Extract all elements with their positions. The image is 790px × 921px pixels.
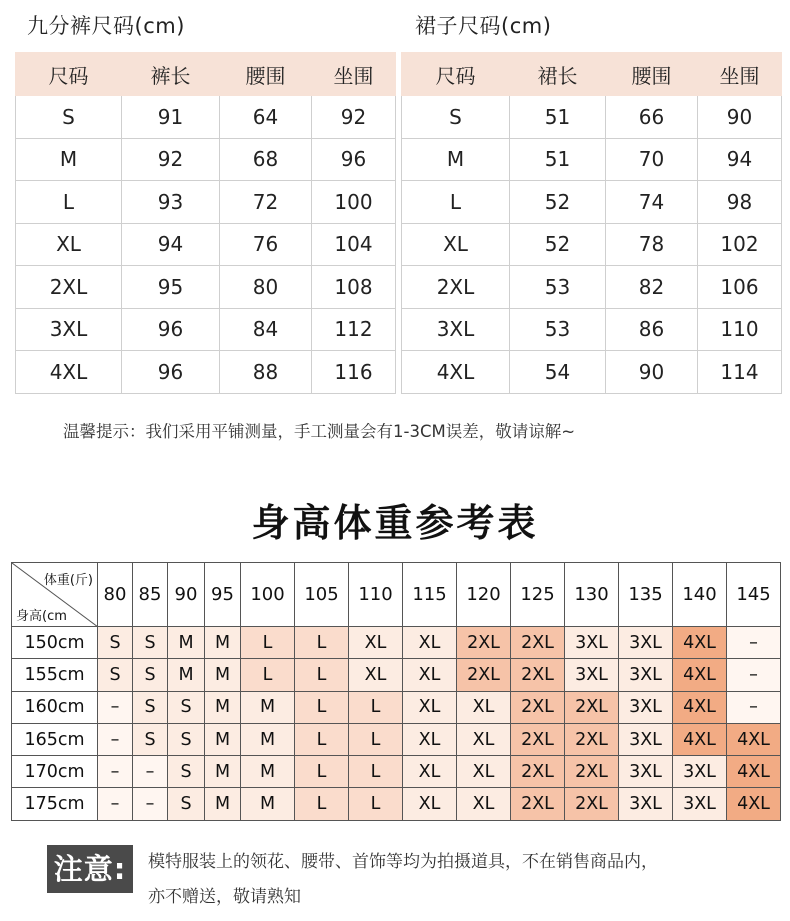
size-cell: 2XL [511, 659, 565, 691]
size-cell: XL [403, 691, 457, 723]
size-cell: 3XL [619, 723, 673, 755]
skirt-cell: 2XL [402, 266, 510, 309]
size-cell: L [349, 756, 403, 788]
size-cell: XL [349, 627, 403, 659]
size-cell: XL [457, 756, 511, 788]
table-row [16, 308, 396, 351]
skirt-cell: 86 [606, 308, 698, 351]
pants-cell: 68 [220, 138, 312, 181]
size-cell: – [133, 756, 168, 788]
size-cell: S [168, 723, 205, 755]
size-cell: 2XL [511, 723, 565, 755]
skirt-size-title: 裙子尺码(cm) [415, 14, 552, 38]
pants-cell: 91 [122, 96, 220, 139]
pants-cell: 4XL [16, 351, 122, 394]
size-cell: 2XL [511, 788, 565, 820]
size-cell: M [205, 659, 241, 691]
size-cell: L [295, 723, 349, 755]
size-cell: S [168, 756, 205, 788]
table-row [12, 659, 781, 691]
height-cell: 165cm [12, 723, 98, 755]
skirt-header-cell: 尺码 [402, 53, 510, 96]
table-row [12, 627, 781, 659]
size-cell: L [295, 627, 349, 659]
skirt-cell: 51 [510, 138, 606, 181]
measurement-tip: 温馨提示：我们采用平铺测量，手工测量会有1-3CM误差，敬请谅解~ [63, 422, 576, 441]
height-axis-label: 身高(cm [16, 609, 67, 624]
weight-header-cell: 135 [619, 563, 673, 627]
skirt-header-row [402, 53, 782, 96]
size-cell: – [727, 691, 781, 723]
height-cell: 150cm [12, 627, 98, 659]
size-cell: L [349, 691, 403, 723]
size-cell: 2XL [565, 788, 619, 820]
pants-cell: 64 [220, 96, 312, 139]
size-cell: M [168, 627, 205, 659]
size-cell: 4XL [727, 723, 781, 755]
pants-header-cell: 腰围 [220, 53, 312, 96]
table-row [402, 351, 782, 394]
weight-header-cell: 115 [403, 563, 457, 627]
pants-cell: 92 [312, 96, 396, 139]
skirt-size-table [401, 52, 782, 394]
skirt-cell: L [402, 181, 510, 224]
weight-header-cell: 100 [241, 563, 295, 627]
size-cell: 3XL [619, 756, 673, 788]
table-row [16, 266, 396, 309]
skirt-cell: 98 [698, 181, 782, 224]
size-cell: M [205, 691, 241, 723]
height-cell: 155cm [12, 659, 98, 691]
height-cell: 160cm [12, 691, 98, 723]
size-cell: S [168, 788, 205, 820]
size-cell: XL [457, 723, 511, 755]
skirt-cell: 52 [510, 181, 606, 224]
pants-cell: L [16, 181, 122, 224]
size-cell: L [295, 691, 349, 723]
size-cell: S [133, 723, 168, 755]
size-cell: L [295, 756, 349, 788]
weight-header-cell: 80 [98, 563, 133, 627]
pants-cell: 112 [312, 308, 396, 351]
table-row [402, 308, 782, 351]
pants-cell: 95 [122, 266, 220, 309]
size-cell: 3XL [619, 659, 673, 691]
size-cell: 4XL [673, 691, 727, 723]
pants-cell: 104 [312, 223, 396, 266]
size-cell: 2XL [511, 756, 565, 788]
pants-cell: 116 [312, 351, 396, 394]
height-weight-body [12, 563, 781, 821]
size-cell: M [241, 723, 295, 755]
skirt-cell: XL [402, 223, 510, 266]
size-cell: 2XL [511, 691, 565, 723]
pants-size-title: 九分裤尺码(cm) [27, 14, 185, 38]
skirt-header-cell: 裙长 [510, 53, 606, 96]
size-cell: – [98, 788, 133, 820]
size-cell: 2XL [511, 627, 565, 659]
pants-cell: XL [16, 223, 122, 266]
table-row [402, 223, 782, 266]
skirt-cell: 74 [606, 181, 698, 224]
skirt-header-cell: 坐围 [698, 53, 782, 96]
table-row [16, 351, 396, 394]
pants-cell: 96 [122, 308, 220, 351]
size-cell: 3XL [619, 691, 673, 723]
table-row [402, 138, 782, 181]
pants-size-table [15, 52, 396, 394]
pants-cell: 94 [122, 223, 220, 266]
size-cell: L [295, 788, 349, 820]
pants-header-cell: 裤长 [122, 53, 220, 96]
skirt-cell: 66 [606, 96, 698, 139]
size-cell: XL [349, 659, 403, 691]
skirt-cell: 102 [698, 223, 782, 266]
table-row [402, 181, 782, 224]
skirt-cell: 3XL [402, 308, 510, 351]
size-cell: – [133, 788, 168, 820]
size-cell: M [168, 659, 205, 691]
pants-cell: 2XL [16, 266, 122, 309]
size-cell: 3XL [565, 659, 619, 691]
weight-axis-label: 体重(斤) [43, 573, 93, 588]
pants-header-cell: 尺码 [16, 53, 122, 96]
size-cell: L [349, 723, 403, 755]
notice-label: 注意: [47, 845, 133, 893]
size-cell: 4XL [673, 723, 727, 755]
pants-cell: 76 [220, 223, 312, 266]
skirt-cell: 110 [698, 308, 782, 351]
skirt-cell: S [402, 96, 510, 139]
skirt-cell: 94 [698, 138, 782, 181]
pants-header-row [16, 53, 396, 96]
size-cell: S [133, 627, 168, 659]
weight-header-cell: 95 [205, 563, 241, 627]
size-cell: 4XL [673, 627, 727, 659]
height-cell: 175cm [12, 788, 98, 820]
size-cell: L [295, 659, 349, 691]
size-cell: M [241, 756, 295, 788]
table-row [16, 223, 396, 266]
size-cell: XL [403, 627, 457, 659]
skirt-cell: 106 [698, 266, 782, 309]
size-cell: XL [403, 756, 457, 788]
pants-cell: S [16, 96, 122, 139]
weight-header-cell: 140 [673, 563, 727, 627]
size-cell: 3XL [673, 756, 727, 788]
pants-cell: 96 [312, 138, 396, 181]
height-cell: 170cm [12, 756, 98, 788]
pants-cell: 88 [220, 351, 312, 394]
weight-header-cell: 145 [727, 563, 781, 627]
pants-cell: 80 [220, 266, 312, 309]
skirt-cell: M [402, 138, 510, 181]
pants-cell: 100 [312, 181, 396, 224]
pants-cell: 96 [122, 351, 220, 394]
pants-cell: 84 [220, 308, 312, 351]
weight-header-cell: 125 [511, 563, 565, 627]
notice-text-line-2: 亦不赠送，敬请熟知 [148, 887, 301, 907]
table-row [12, 691, 781, 723]
size-cell: S [98, 627, 133, 659]
weight-header-cell: 105 [295, 563, 349, 627]
size-cell: 3XL [619, 788, 673, 820]
table-row [12, 788, 781, 820]
size-cell: 2XL [565, 756, 619, 788]
skirt-cell: 90 [606, 351, 698, 394]
pants-cell: 92 [122, 138, 220, 181]
size-cell: XL [457, 788, 511, 820]
size-cell: 2XL [565, 691, 619, 723]
pants-cell: M [16, 138, 122, 181]
weight-header-cell: 90 [168, 563, 205, 627]
table-row [16, 138, 396, 181]
size-cell: M [241, 788, 295, 820]
size-cell: XL [403, 659, 457, 691]
size-cell: 3XL [619, 627, 673, 659]
skirt-cell: 70 [606, 138, 698, 181]
skirt-cell: 114 [698, 351, 782, 394]
skirt-cell: 90 [698, 96, 782, 139]
size-cell: XL [403, 723, 457, 755]
skirt-cell: 52 [510, 223, 606, 266]
size-cell: M [241, 691, 295, 723]
size-cell: S [133, 691, 168, 723]
skirt-cell: 53 [510, 308, 606, 351]
size-cell: L [349, 788, 403, 820]
skirt-cell: 53 [510, 266, 606, 309]
height-weight-title: 身高体重参考表 [251, 501, 539, 545]
table-row [12, 723, 781, 755]
size-cell: – [727, 627, 781, 659]
table-corner-cell [12, 563, 98, 627]
size-cell: – [98, 756, 133, 788]
size-cell: M [205, 627, 241, 659]
table-row [12, 756, 781, 788]
table-row [402, 96, 782, 139]
skirt-cell: 82 [606, 266, 698, 309]
size-cell: – [727, 659, 781, 691]
size-cell: L [241, 627, 295, 659]
table-row [16, 181, 396, 224]
size-cell: 3XL [673, 788, 727, 820]
weight-header-cell: 85 [133, 563, 168, 627]
skirt-cell: 54 [510, 351, 606, 394]
size-cell: XL [457, 691, 511, 723]
notice-text-line-1: 模特服装上的领花、腰带、首饰等均为拍摄道具，不在销售商品内， [148, 852, 658, 872]
skirt-header-cell: 腰围 [606, 53, 698, 96]
size-cell: S [168, 691, 205, 723]
skirt-cell: 51 [510, 96, 606, 139]
weight-header-cell: 130 [565, 563, 619, 627]
size-cell: M [205, 723, 241, 755]
skirt-cell: 78 [606, 223, 698, 266]
size-cell: 3XL [565, 627, 619, 659]
height-weight-table [11, 562, 781, 821]
size-cell: 4XL [727, 788, 781, 820]
size-cell: L [241, 659, 295, 691]
table-row [16, 96, 396, 139]
size-cell: S [133, 659, 168, 691]
size-cell: XL [403, 788, 457, 820]
table-row [402, 266, 782, 309]
size-cell: 4XL [673, 659, 727, 691]
size-cell: M [205, 756, 241, 788]
size-cell: 2XL [565, 723, 619, 755]
size-cell: M [205, 788, 241, 820]
pants-cell: 3XL [16, 308, 122, 351]
pants-body [16, 96, 396, 394]
size-cell: – [98, 691, 133, 723]
size-cell: 2XL [457, 627, 511, 659]
size-cell: S [98, 659, 133, 691]
weight-header-row [12, 563, 781, 627]
skirt-cell: 4XL [402, 351, 510, 394]
pants-header-cell: 坐围 [312, 53, 396, 96]
pants-cell: 108 [312, 266, 396, 309]
weight-header-cell: 110 [349, 563, 403, 627]
size-cell: 2XL [457, 659, 511, 691]
skirt-body [402, 96, 782, 394]
pants-cell: 93 [122, 181, 220, 224]
weight-header-cell: 120 [457, 563, 511, 627]
size-cell: – [98, 723, 133, 755]
size-cell: 4XL [727, 756, 781, 788]
pants-cell: 72 [220, 181, 312, 224]
